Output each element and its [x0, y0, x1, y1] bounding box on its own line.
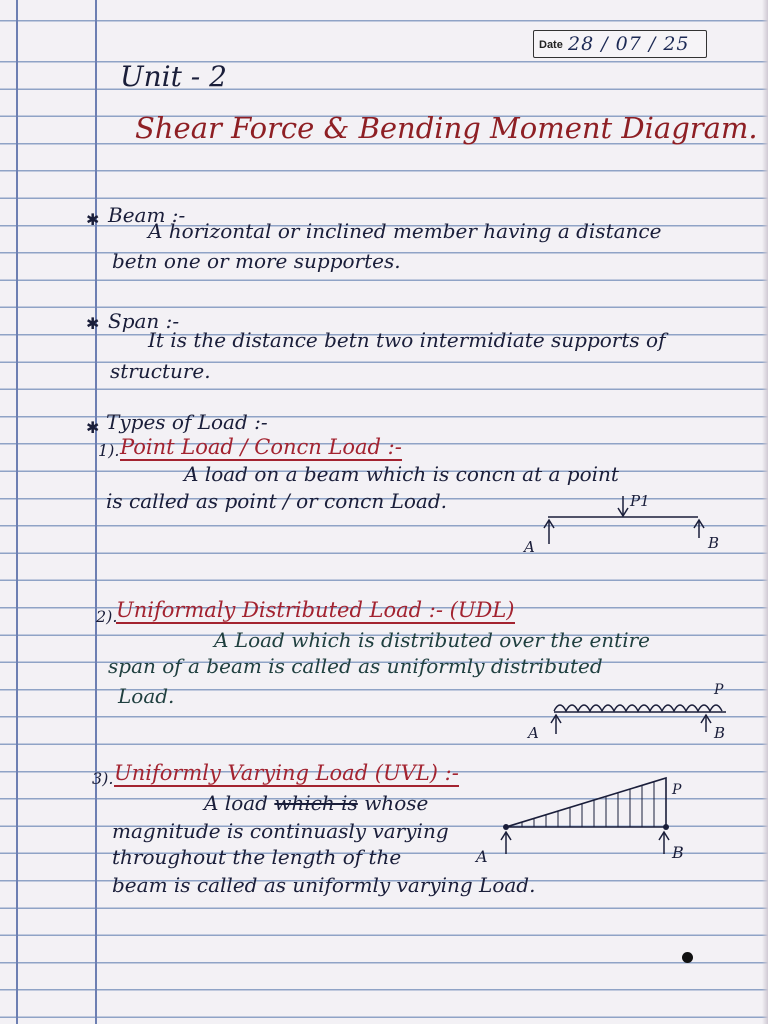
point-load-diagram: [520, 488, 730, 558]
beam-end-b: [663, 824, 669, 830]
load-label: P: [672, 782, 682, 798]
point-load-number: 1).: [98, 441, 120, 460]
uvl-line-2: magnitude is continuasly varying: [112, 819, 449, 843]
udl-line-2: span of a beam is called as uniformly distributed: [108, 654, 603, 678]
udl-number: 2).: [96, 607, 118, 626]
udl-load-curve: [554, 705, 722, 711]
point-load-line-1: A load on a beam which is concn at a point: [184, 462, 619, 486]
beam-line-2: betn one or more supportes.: [112, 249, 401, 273]
udl-diagram: [520, 682, 750, 742]
load-label: P: [714, 682, 724, 698]
udl-line-3: Load.: [118, 684, 175, 708]
beam-line-1: A horizontal or inclined member having a distance: [148, 219, 662, 243]
udl-heading: Uniformaly Distributed Load :- (UDL): [116, 598, 515, 622]
point-load-heading: Point Load / Concn Load :-: [120, 435, 402, 459]
unit-heading: Unit - 2: [120, 60, 227, 93]
bullet-star-icon: ✱: [86, 210, 100, 229]
beam-heading: Beam :-: [108, 203, 186, 227]
left-margin-line-inner: [95, 0, 97, 1024]
left-support-label: A: [524, 538, 535, 556]
uvl-number: 3).: [92, 769, 114, 788]
ink-dot: [682, 952, 693, 963]
bullet-star-icon: ✱: [86, 418, 100, 437]
span-line-1: It is the distance betn two intermidiate supports of: [148, 328, 666, 352]
udl-line-1: A Load which is distributed over the entire: [214, 628, 650, 652]
left-margin-line: [16, 0, 18, 1024]
span-line-2: structure.: [110, 359, 211, 383]
right-support-label: B: [672, 843, 684, 862]
uvl-line-1-start: A load: [204, 791, 268, 815]
bullet-star-icon: ✱: [86, 314, 100, 333]
date-value: 28 / 07 / 25: [568, 33, 690, 55]
uvl-line-1-struck: which is: [274, 791, 358, 815]
left-support-label: A: [476, 847, 488, 866]
date-box: [533, 30, 707, 58]
uvl-line-1-end: whose: [364, 791, 429, 815]
types-heading: Types of Load :-: [106, 410, 268, 434]
uvl-line-1: [204, 793, 428, 813]
uvl-line-4: beam is called as uniformly varying Load.: [112, 873, 536, 897]
load-label: P1: [630, 492, 650, 510]
page-edge: [762, 0, 768, 1024]
date-label: Date: [539, 39, 563, 51]
right-support-label: B: [714, 724, 726, 742]
point-load-line-2: is called as point / or concn Load.: [106, 489, 448, 513]
right-support-label: B: [708, 534, 720, 552]
beam-end-a: [503, 824, 509, 830]
uvl-heading: Uniformly Varying Load (UVL) :-: [114, 761, 459, 785]
page-title: Shear Force & Bending Moment Diagram.: [135, 111, 758, 145]
uvl-line-3: throughout the length of the: [112, 845, 402, 869]
left-support-label: A: [528, 724, 539, 742]
uvl-diagram: [470, 770, 720, 870]
span-heading: Span :-: [108, 309, 180, 333]
